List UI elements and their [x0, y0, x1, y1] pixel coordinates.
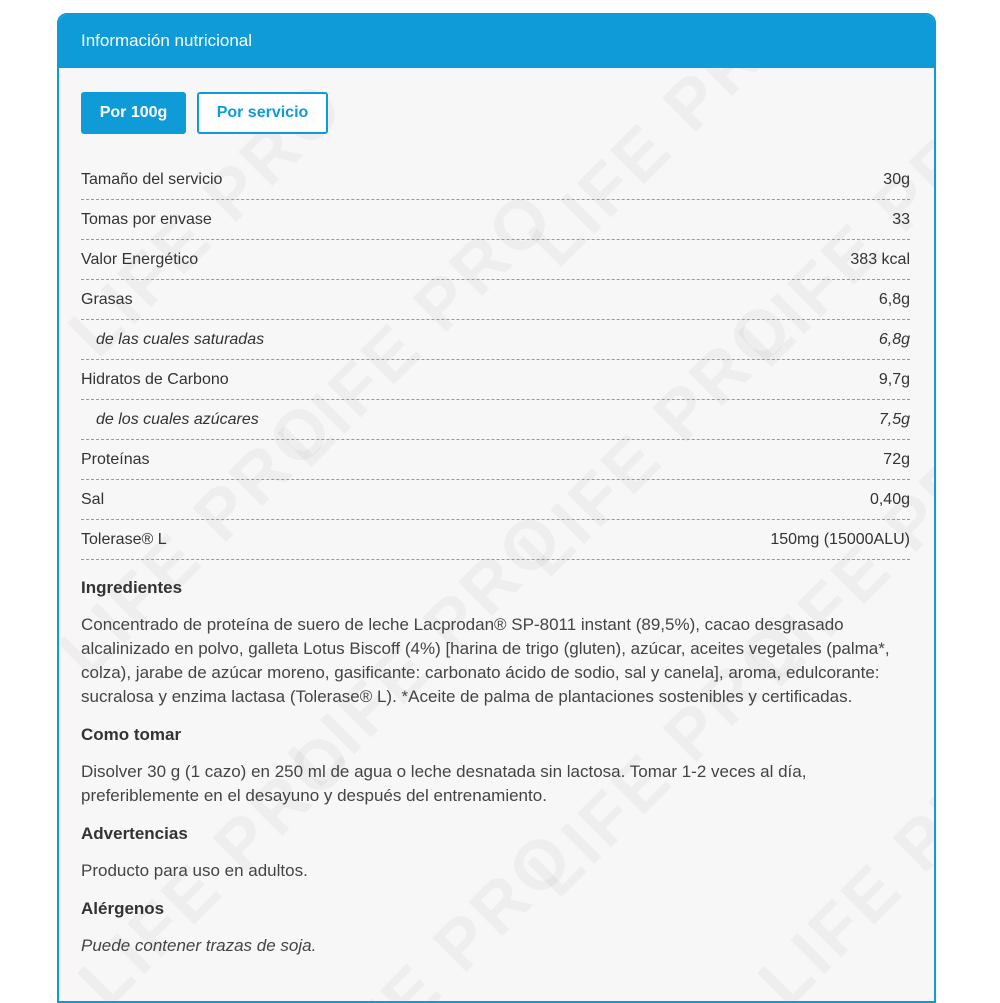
row-value: 6,8g — [878, 290, 910, 308]
row-value: 7,5g — [878, 410, 910, 428]
tab-per-100g[interactable]: Por 100g — [81, 92, 186, 134]
row-value: 150mg (15000ALU) — [770, 530, 910, 548]
row-tolerase — [81, 520, 910, 560]
row-label: Tolerase® L — [81, 530, 167, 548]
row-saturated-fat — [81, 320, 910, 360]
row-value: 383 kcal — [850, 250, 910, 268]
allergens-text: Puede contener trazas de soja. — [81, 936, 317, 955]
row-salt — [81, 480, 910, 520]
row-protein — [81, 440, 910, 480]
ingredients-title: Ingredientes — [81, 578, 183, 597]
row-label: Proteínas — [81, 450, 150, 468]
row-value: 33 — [892, 210, 910, 228]
nutrition-table — [81, 160, 910, 560]
warnings-section — [81, 824, 910, 883]
panel-header — [59, 15, 934, 68]
row-value: 9,7g — [878, 370, 910, 388]
row-label: Valor Energético — [81, 250, 199, 268]
row-carbohydrates — [81, 360, 910, 400]
row-label: Grasas — [81, 290, 133, 308]
ingredients-section — [81, 578, 910, 709]
row-label: de las cuales saturadas — [96, 330, 265, 348]
usage-section — [81, 725, 910, 808]
row-label: Tomas por envase — [81, 210, 212, 228]
row-sugars — [81, 400, 910, 440]
ingredients-text: Concentrado de proteína de suero de leche Lacprodan® SP-8011 instant (89,5%), cacao desgrasado alcalinizado en polvo, galleta Lotus Biscoff (4%) [harina de trigo (gluten), azúcar, aceites vegetales (palma*, colza), jarabe de azúcar moreno, gasificante: carbonato ácido de sodio, sal y canela], aroma, edulcorante: sucralosa y enzima lactasa (Tolerase® L). *Aceite de palma de plantaciones sostenibles y certificadas. — [81, 615, 890, 706]
usage-title: Como tomar — [81, 725, 182, 744]
nutrition-panel — [57, 13, 936, 1003]
panel-body — [59, 68, 934, 958]
row-value: 6,8g — [878, 330, 910, 348]
row-label: de los cuales azúcares — [96, 410, 259, 428]
row-serving-size — [81, 160, 910, 200]
row-label: Sal — [81, 490, 105, 508]
allergens-title: Alérgenos — [81, 899, 165, 918]
tab-per-serving[interactable]: Por servicio — [197, 92, 328, 134]
allergens-section — [81, 899, 910, 958]
row-value: 0,40g — [869, 490, 910, 508]
warnings-text: Producto para uso en adultos. — [81, 861, 308, 880]
row-value: 72g — [883, 450, 910, 468]
serving-tabs — [81, 68, 910, 160]
usage-text: Disolver 30 g (1 cazo) en 250 ml de agua o leche desnatada sin lactosa. Tomar 1-2 veces al día, preferiblemente en el desayuno y después del entrenamiento. — [81, 762, 807, 805]
warnings-title: Advertencias — [81, 824, 188, 843]
row-energy — [81, 240, 910, 280]
row-fat — [81, 280, 910, 320]
row-servings-per-container — [81, 200, 910, 240]
row-label: Hidratos de Carbono — [81, 370, 229, 388]
panel-title: Información nutricional — [81, 31, 253, 50]
row-value: 30g — [883, 170, 910, 188]
row-label: Tamaño del servicio — [81, 170, 223, 188]
